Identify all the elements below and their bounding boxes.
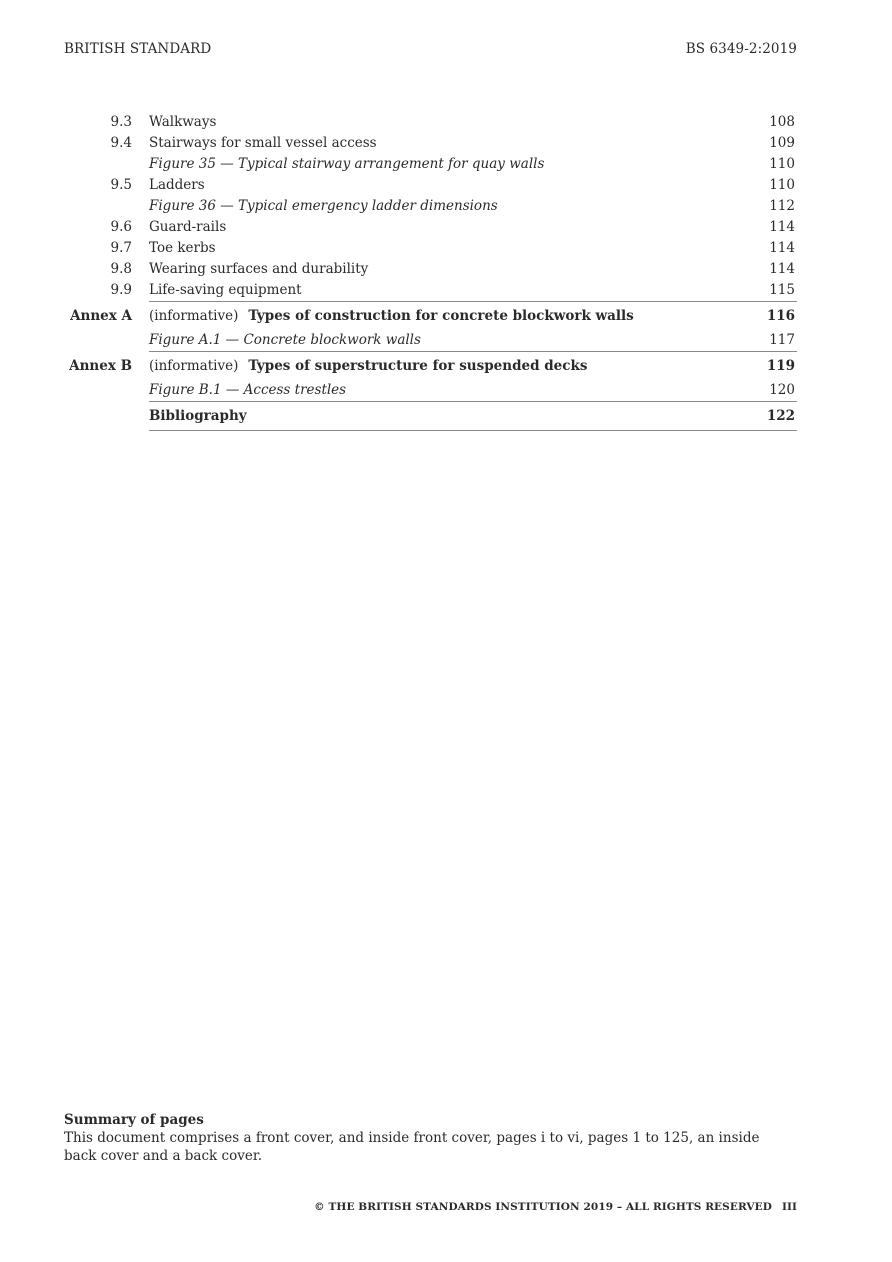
toc-figure-title: Figure B.1 — Access trestles [149,382,347,398]
toc-entry[interactable] [64,280,797,301]
toc-bibliography[interactable] [64,402,797,430]
toc-annex-a[interactable] [64,302,797,330]
toc-entry-page: 117 [769,332,795,348]
toc-entry[interactable] [64,112,797,133]
toc-entry-number: 9.8 [110,261,132,277]
running-header [64,41,797,61]
toc-entry[interactable] [64,217,797,238]
toc-figure-title: Figure 35 — Typical stairway arrangement for quay walls [149,156,545,172]
annex-title-line [149,352,737,380]
toc-entry-page: 114 [769,261,795,277]
toc-figure-entry[interactable] [64,196,797,217]
toc-figure-title: Figure A.1 — Concrete blockwork walls [149,332,421,348]
table-of-contents [64,112,797,431]
summary-text: This document comprises a front cover, and inside front cover, pages i to vi, pages 1 to 125, an inside back cover and a back cover. [64,1130,760,1164]
toc-entry-number: 9.9 [110,282,132,298]
toc-figure-entry[interactable] [64,154,797,175]
bibliography-title: Bibliography [149,408,247,424]
toc-entry-page: 110 [769,156,795,172]
toc-entry-number: 9.5 [110,177,132,193]
toc-annex-b[interactable] [64,352,797,380]
toc-figure-entry[interactable] [64,380,797,401]
section-divider [149,430,797,431]
toc-entry-page: 115 [769,282,795,298]
copyright-notice: © THE BRITISH STANDARDS INSTITUTION 2019 – ALL RIGHTS RESERVED [314,1201,772,1213]
page-number: III [781,1201,797,1213]
toc-entry-page: 114 [769,240,795,256]
annex-page: 116 [766,308,795,324]
annex-kind: (informative) [149,358,239,374]
toc-entry-number: 9.7 [110,240,132,256]
toc-entry-number: 9.4 [110,135,132,151]
toc-entry-title: Walkways [149,114,217,130]
toc-entry-page: 110 [769,177,795,193]
annex-title: Types of superstructure for suspended decks [248,358,588,374]
summary-of-pages [64,1111,784,1165]
annex-label: Annex A [70,308,132,324]
toc-entry-page: 109 [769,135,795,151]
toc-figure-entry[interactable] [64,330,797,351]
toc-entry-number: 9.6 [110,219,132,235]
annex-title: Types of construction for concrete blockwork walls [248,308,634,324]
toc-entry-page: 114 [769,219,795,235]
toc-entry-title: Stairways for small vessel access [149,135,377,151]
toc-figure-title: Figure 36 — Typical emergency ladder dimensions [149,198,498,214]
toc-entry-page: 120 [769,382,795,398]
annex-page: 119 [766,358,795,374]
toc-entry[interactable] [64,133,797,154]
bibliography-page: 122 [766,408,795,424]
summary-title: Summary of pages [64,1112,204,1128]
toc-entry-title: Wearing surfaces and durability [149,261,369,277]
annex-label: Annex B [69,358,132,374]
toc-entry-page: 112 [769,198,795,214]
annex-title-line [149,302,737,330]
toc-entry-number: 9.3 [110,114,132,130]
toc-entry[interactable] [64,259,797,280]
toc-entry[interactable] [64,175,797,196]
toc-entry-title: Life-saving equipment [149,282,302,298]
running-footer [314,1201,797,1213]
toc-entry-title: Guard-rails [149,219,227,235]
toc-entry[interactable] [64,238,797,259]
toc-entry-title: Ladders [149,177,205,193]
header-standard-number: BS 6349-2:2019 [685,41,797,57]
header-publisher: BRITISH STANDARD [64,41,212,57]
annex-kind: (informative) [149,308,239,324]
toc-entry-title: Toe kerbs [149,240,216,256]
toc-entry-page: 108 [769,114,795,130]
